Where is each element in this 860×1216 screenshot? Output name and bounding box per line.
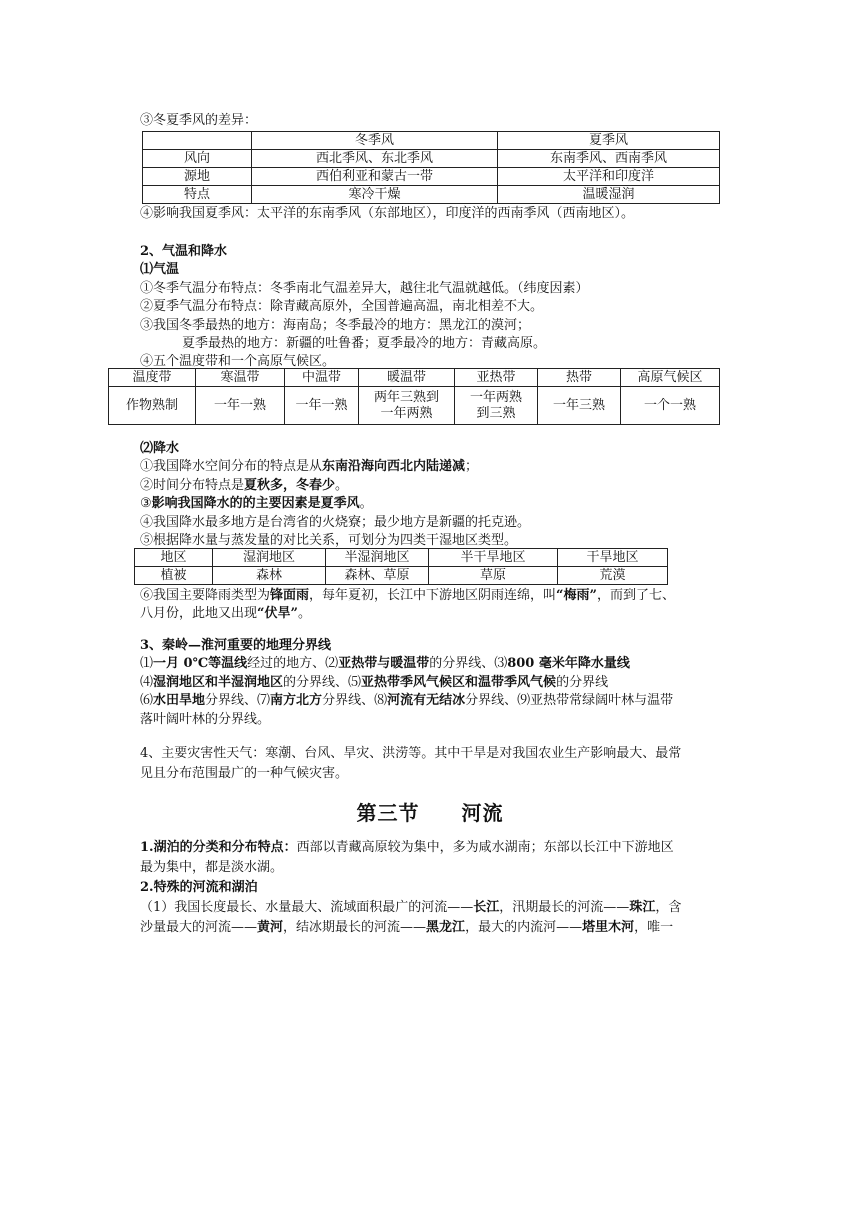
- bold-run: 一月 0℃等温线: [153, 656, 248, 672]
- bold-run: 塔里木河: [582, 920, 635, 935]
- text-line: [140, 918, 720, 938]
- monsoon-diff-line: ③冬夏季风的差异：: [140, 113, 258, 128]
- monsoon-table-cell: 特点: [143, 186, 252, 204]
- text-run: 。: [297, 606, 311, 622]
- monsoon-table-cell: 太平洋和印度洋: [498, 168, 720, 186]
- text-line: ②夏季气温分布特点：除青藏高原外，全国普遍高温，南北相差不大。: [140, 299, 544, 315]
- monsoon-table-cell: 源地: [143, 168, 252, 186]
- text-run: 的分界线、⑸: [283, 674, 362, 690]
- monsoon-table-cell: 温暖湿润: [498, 186, 720, 204]
- temp-table-cell: 一年一熟: [196, 387, 285, 425]
- dry-table-header: 干旱地区: [558, 549, 668, 567]
- monsoon-table-cell: 东南季风、西南季风: [498, 150, 720, 168]
- summer-monsoon-line: ④影响我国夏季风：太平洋的东南季风（东部地区），印度洋的西南季风（西南地区）。: [140, 206, 635, 221]
- bold-run: 南方北方: [270, 693, 323, 709]
- text-line: ①冬季气温分布特点：冬季南北气温差异大，越往北气温就越低。（纬度因素）: [140, 280, 589, 296]
- monsoon-table-cell: 西北季风、东北季风: [252, 150, 498, 168]
- temp-table-header: 高原气候区: [621, 369, 720, 387]
- temp-table-header: 温度带: [109, 369, 196, 387]
- text-line: ④我国降水最多地方是台湾省的火烧寮；最少地方是新疆的托克逊。: [140, 514, 531, 530]
- text-run: 西部以青藏高原较为集中，多为咸水湖南；东部以长江中下游地区: [296, 840, 674, 855]
- temp-cell-line: 到三熟: [476, 405, 516, 421]
- rivers-section: [140, 838, 720, 938]
- text-line: ⑤根据降水量与蒸发量的对比关系，可划分为四类干湿地区类型。: [140, 533, 518, 549]
- temp-table-cell: 一个一熟: [621, 387, 720, 425]
- bold-run: “梅雨”: [556, 588, 598, 603]
- subsection-heading: 2.特殊的河流和湖泊: [140, 880, 258, 895]
- text-run: 。: [359, 496, 373, 512]
- dry-table-cell: 森林: [213, 567, 326, 585]
- text-run: 的分界线、⑶: [429, 656, 508, 672]
- section-heading: 2、气温和降水: [140, 244, 228, 259]
- text-line: [140, 838, 720, 858]
- dry-table-header: 地区: [135, 549, 213, 567]
- temp-cell-line: 一年两熟: [469, 389, 522, 405]
- dry-table-cell: 荒漠: [558, 567, 668, 585]
- bold-run: 长江: [473, 900, 500, 915]
- bold-run: 水田旱地: [153, 693, 206, 709]
- dry-table-cell: 植被: [135, 567, 213, 585]
- temp-table-header: 暖温带: [359, 369, 455, 387]
- text-run: ，而到了七、: [597, 588, 676, 603]
- text-line: 4、主要灾害性天气：寒潮、台风、旱灾、洪涝等。其中干旱是对我国农业生产影响最大、最常: [140, 746, 682, 761]
- text-run: 。: [335, 477, 349, 493]
- text-run: ，结冰期最长的河流——: [283, 920, 427, 935]
- monsoon-table-cell: 西伯利亚和蒙古一带: [252, 168, 498, 186]
- section-title: 第三节 河流: [356, 801, 504, 825]
- text-run: ⑥我国主要降雨类型为: [140, 588, 271, 603]
- bold-run: 河流有无结冰: [387, 693, 466, 709]
- text-line: ④五个温度带和一个高原气候区。: [140, 354, 336, 370]
- text-line: 落叶阔叶林的分界线。: [140, 711, 271, 727]
- text-run: ⑷: [140, 674, 154, 690]
- monsoon-table-cell: 寒冷干燥: [252, 186, 498, 204]
- monsoon-section: [140, 112, 720, 130]
- temp-table-header: 寒温带: [196, 369, 285, 387]
- text-line: [140, 477, 720, 495]
- text-run: ⑹: [140, 693, 154, 709]
- text-run: ，含: [655, 900, 682, 915]
- temp-table-cell: [455, 387, 538, 425]
- bold-run: 影响我国降水的的主要因素是夏季风: [151, 496, 360, 512]
- bold-run: 锋面雨: [270, 588, 310, 603]
- precipitation-section: [140, 440, 720, 550]
- bold-run: “伏旱”: [257, 606, 298, 622]
- text-run: ，唯一: [634, 920, 674, 935]
- dry-table-cell: 草原: [429, 567, 558, 585]
- temp-cell-line: 两年三熟到: [373, 389, 439, 405]
- bold-run: 亚热带与暖温带: [338, 656, 430, 672]
- text-line: [140, 587, 720, 605]
- monsoon-table-header: 夏季风: [498, 132, 720, 150]
- disaster-section: [140, 744, 720, 784]
- text-run: 的分界线: [556, 674, 609, 690]
- text-run: 经过的地方、⑵: [247, 656, 339, 672]
- subsection-heading: ⑵降水: [140, 441, 180, 456]
- bold-run: 湿润地区和半湿润地区: [153, 674, 284, 690]
- text-run: 八月份，此地又出现: [140, 606, 258, 622]
- text-run: 分界线、⑼亚热带常绿阔叶林与温带: [465, 693, 674, 709]
- text-run: ，每年夏初，长江中下游地区阴雨连绵，叫: [309, 588, 557, 603]
- bold-run: 夏秋多，冬春少: [244, 477, 336, 493]
- rain-type-paragraph: [140, 587, 720, 624]
- text-line: ③我国冬季最热的地方：海南岛；冬季最冷的地方：黑龙江的漠河；: [140, 317, 531, 333]
- text-run: （1）我国长度最长、水量最大、流域面积最广的河流——: [140, 900, 474, 915]
- subsection-heading: ⑴气温: [140, 262, 180, 278]
- bold-run: 黄河: [257, 920, 284, 935]
- text-line: 夏季最热的地方：新疆的吐鲁番；夏季最冷的地方：青藏高原。: [182, 336, 547, 352]
- bold-run: 东南沿海向西北内陆递减: [322, 459, 466, 475]
- text-line: [140, 692, 720, 710]
- bold-run: 黑龙江: [426, 920, 466, 935]
- temp-cell-line: 一年两熟: [380, 405, 433, 421]
- monsoon-table-cell: 风向: [143, 150, 252, 168]
- text-run: ，最大的内流河——: [465, 920, 583, 935]
- text-line: 最为集中，都是淡水湖。: [140, 860, 284, 875]
- dry-wet-region-table: [134, 548, 668, 585]
- dry-table-header: 湿润地区: [213, 549, 326, 567]
- temp-table-cell: 一年一熟: [285, 387, 359, 425]
- text-line: [140, 898, 720, 918]
- dry-table-header: 半湿润地区: [326, 549, 429, 567]
- summer-monsoon-note: [140, 205, 720, 223]
- text-line: 见且分布范围最广的一种气候灾害。: [140, 766, 349, 781]
- text-line: [140, 605, 720, 623]
- text-line: [140, 655, 720, 673]
- monsoon-table: [142, 131, 720, 204]
- temp-table-cell: 作物熟制: [109, 387, 196, 425]
- text-run: ；: [465, 459, 479, 475]
- temperature-zone-table: [108, 368, 720, 425]
- text-line: [140, 674, 720, 692]
- temp-table-header: 亚热带: [455, 369, 538, 387]
- section-heading: 3、秦岭—淮河重要的地理分界线: [140, 638, 332, 653]
- temp-table-header: 热带: [538, 369, 621, 387]
- text-run: 分界线、⑻: [322, 693, 388, 709]
- bold-run: 800 毫米年降水量线: [507, 656, 630, 672]
- dry-table-cell: 森林、草原: [326, 567, 429, 585]
- text-run: ①我国降水空间分布的特点是从: [140, 459, 323, 475]
- monsoon-table-header: [143, 132, 252, 150]
- dry-table-header: 半干旱地区: [429, 549, 558, 567]
- bold-run: 珠江: [629, 900, 656, 915]
- text-run: ⑴: [140, 656, 154, 672]
- temp-table-header: 中温带: [285, 369, 359, 387]
- temp-table-cell: 一年三熟: [538, 387, 621, 425]
- bold-run: 1.湖泊的分类和分布特点：: [140, 840, 297, 855]
- bold-run: 亚热带季风气候区和温带季风气候: [361, 674, 557, 690]
- text-run: 分界线、⑺: [205, 693, 271, 709]
- qinling-section: [140, 637, 720, 729]
- text-run: ③: [140, 496, 152, 512]
- text-line: [140, 495, 720, 513]
- text-line: [140, 458, 720, 476]
- text-run: 沙量最大的河流——: [140, 920, 258, 935]
- temp-table-cell: [359, 387, 455, 425]
- text-run: ，汛期最长的河流——: [499, 900, 630, 915]
- temperature-section: [140, 243, 720, 372]
- text-run: ②时间分布特点是: [140, 477, 245, 493]
- monsoon-table-header: 冬季风: [252, 132, 498, 150]
